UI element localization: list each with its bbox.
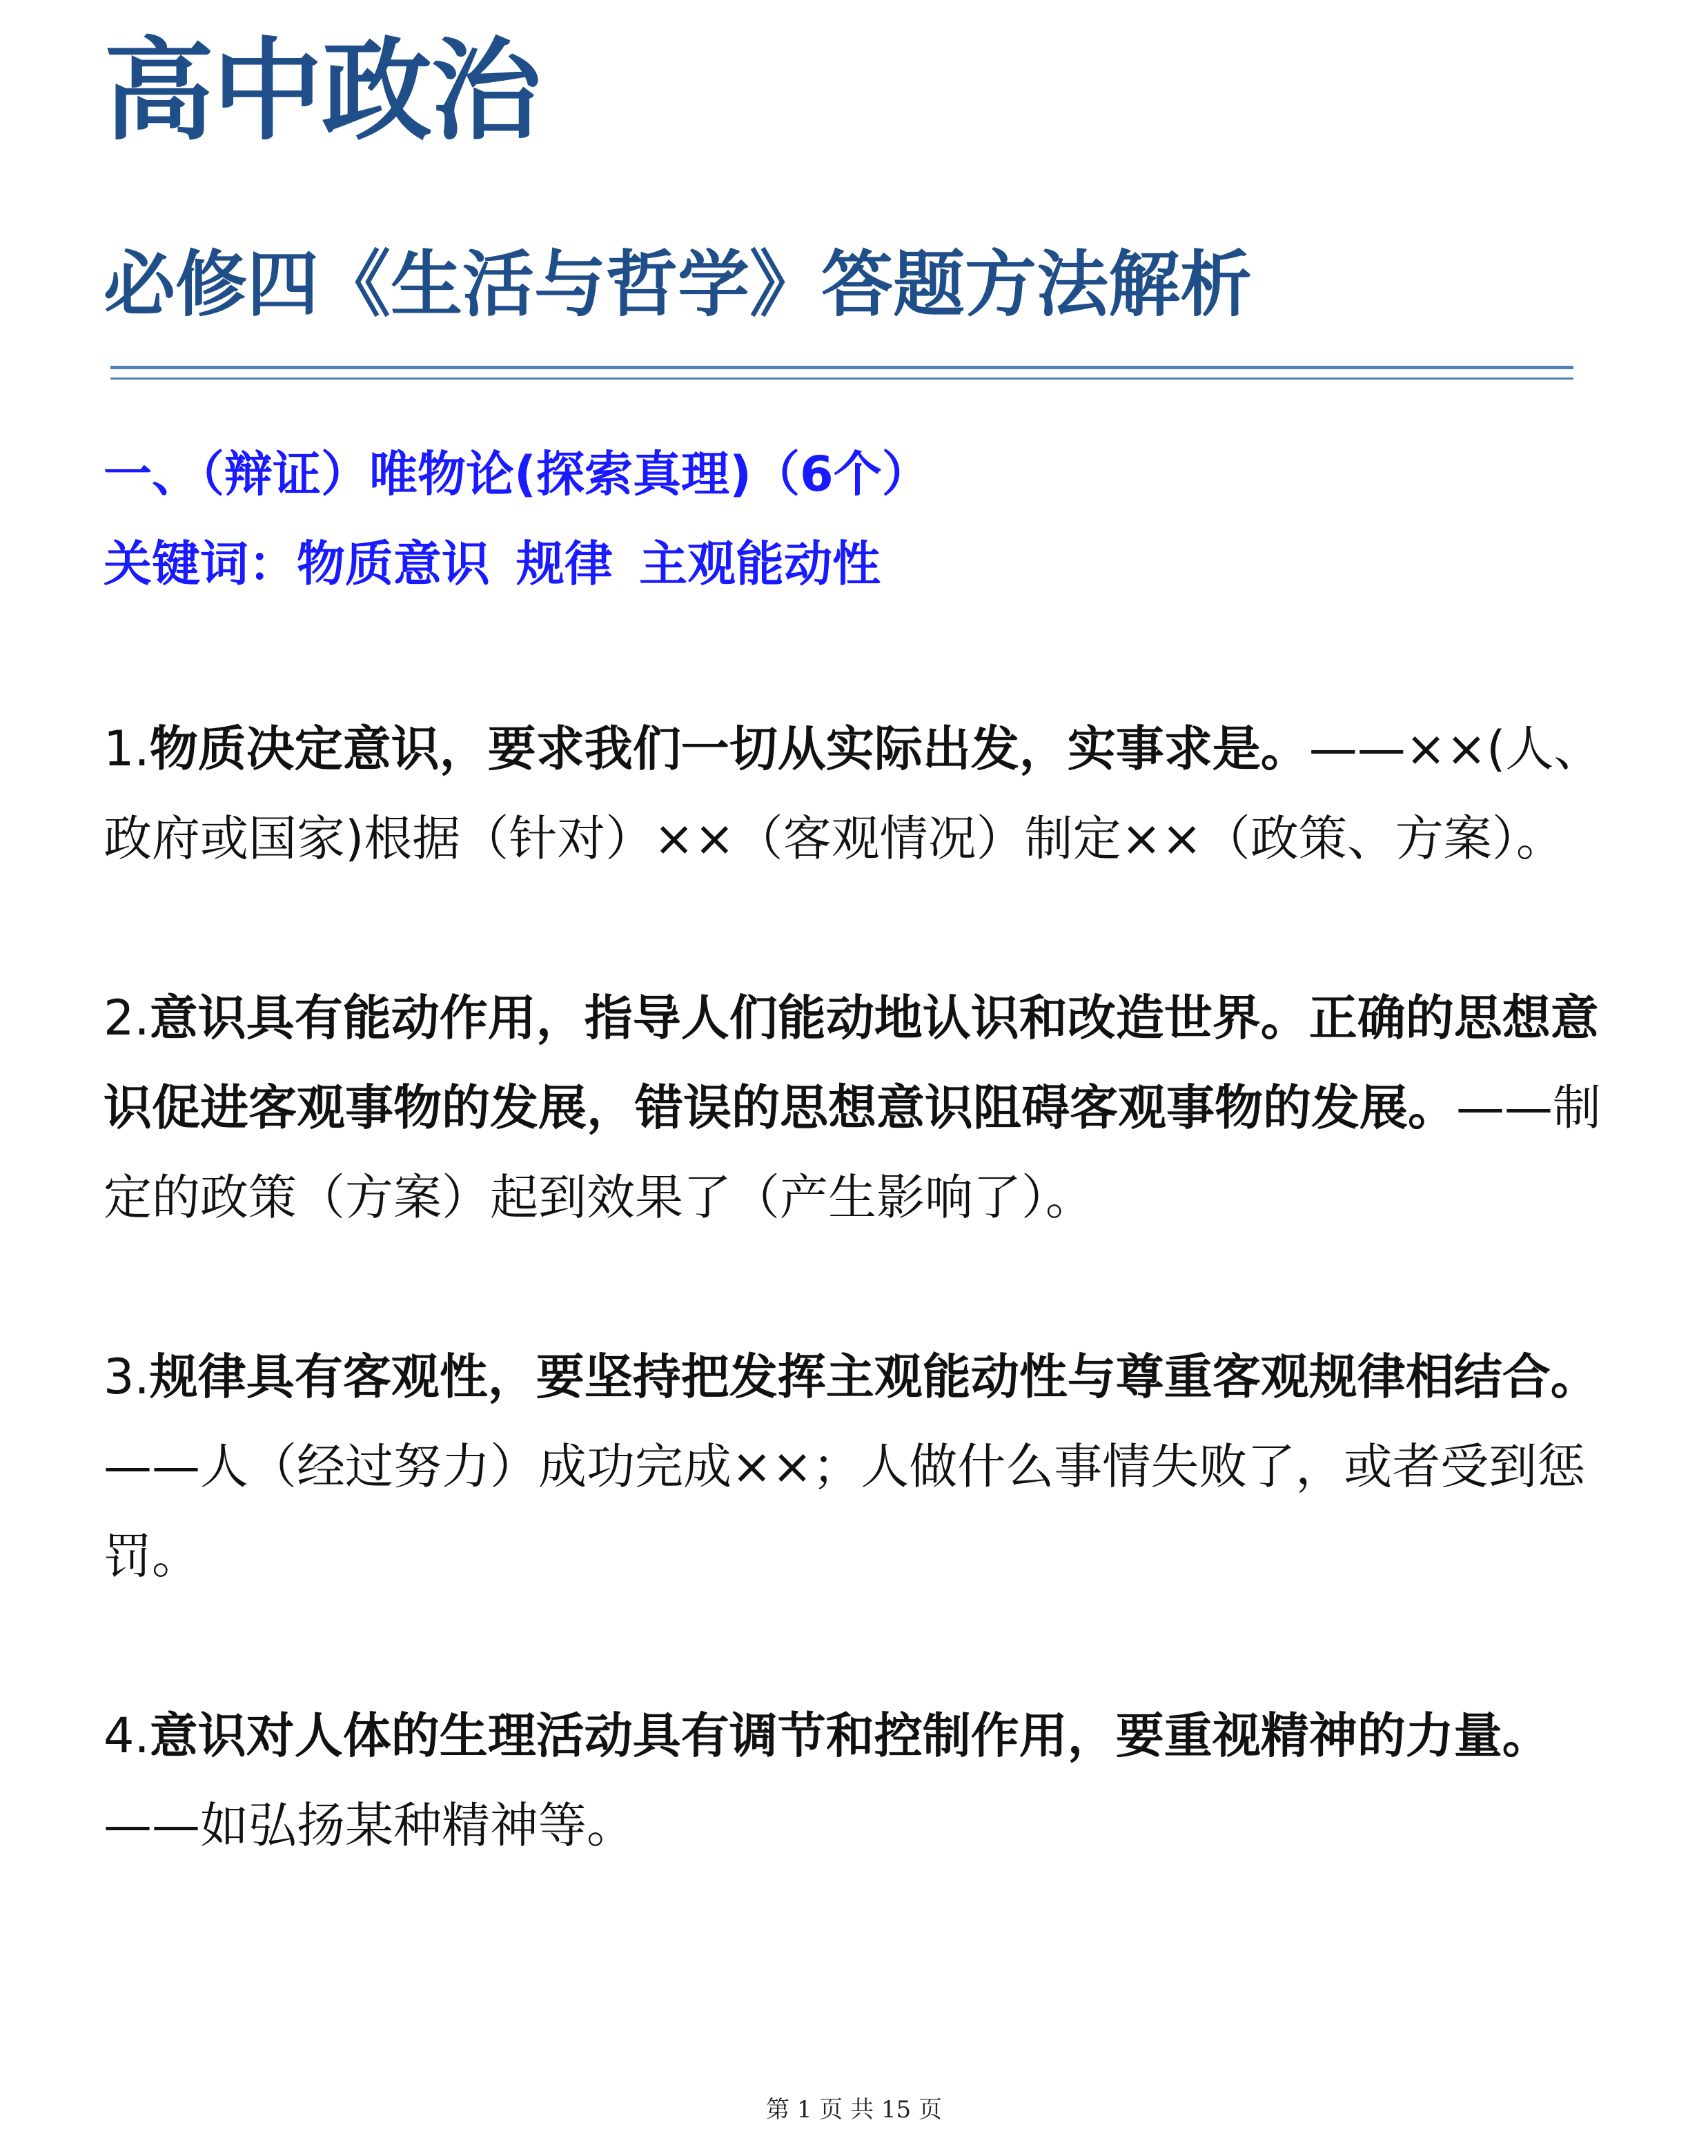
- point-item: [104, 1691, 1615, 1870]
- point-application: ——制定的政策（方案）起到效果了（产生影响了）。: [104, 1079, 1601, 1226]
- point-number: 2.: [104, 990, 150, 1046]
- point-number: 1.: [104, 721, 150, 777]
- point-item: [104, 1332, 1615, 1601]
- section-heading: 一、（辩证）唯物论(探索真理)（6个）: [104, 446, 930, 502]
- point-item: [104, 973, 1615, 1242]
- point-application: ——××(人、政府或国家)根据（针对）××（客观情况）制定××（政策、方案）。: [104, 721, 1602, 867]
- keyword-item: 主观能动性: [639, 536, 881, 592]
- keywords-line: [104, 536, 907, 592]
- point-principle: 物质决定意识，要求我们一切从实际出发，实事求是。: [149, 721, 1309, 777]
- page-subtitle: 必修四《生活与哲学》答题方法解析: [104, 242, 1253, 326]
- point-number: 3.: [104, 1349, 150, 1405]
- page-title: 高中政治: [104, 26, 540, 155]
- title-divider-thin: [110, 378, 1573, 380]
- point-principle: 意识具有能动作用，指导人们能动地认识和改造世界。正确的思想意识促进客观事物的发展，错误的思想意识阻碍客观事物的发展。: [104, 990, 1599, 1136]
- point-number: 4.: [104, 1707, 150, 1764]
- point-application: ——人（经过努力）成功完成××；人做什么事情失败了，或者受到惩罚。: [104, 1438, 1586, 1585]
- point-item: [104, 704, 1615, 883]
- keywords-label: 关键词：: [104, 536, 297, 592]
- title-divider-thick: [110, 366, 1573, 369]
- keyword-item: 规律: [516, 536, 613, 592]
- point-principle: 意识对人体的生理活动具有调节和控制作用，要重视精神的力量。: [149, 1707, 1551, 1764]
- keyword-item: 物质意识: [297, 536, 490, 592]
- page-footer: 第 1 页 共 15 页: [766, 2096, 942, 2124]
- point-principle: 规律具有客观性，要坚持把发挥主观能动性与尊重客观规律相结合。: [149, 1349, 1599, 1405]
- point-application: ——如弘扬某种精神等。: [104, 1797, 635, 1854]
